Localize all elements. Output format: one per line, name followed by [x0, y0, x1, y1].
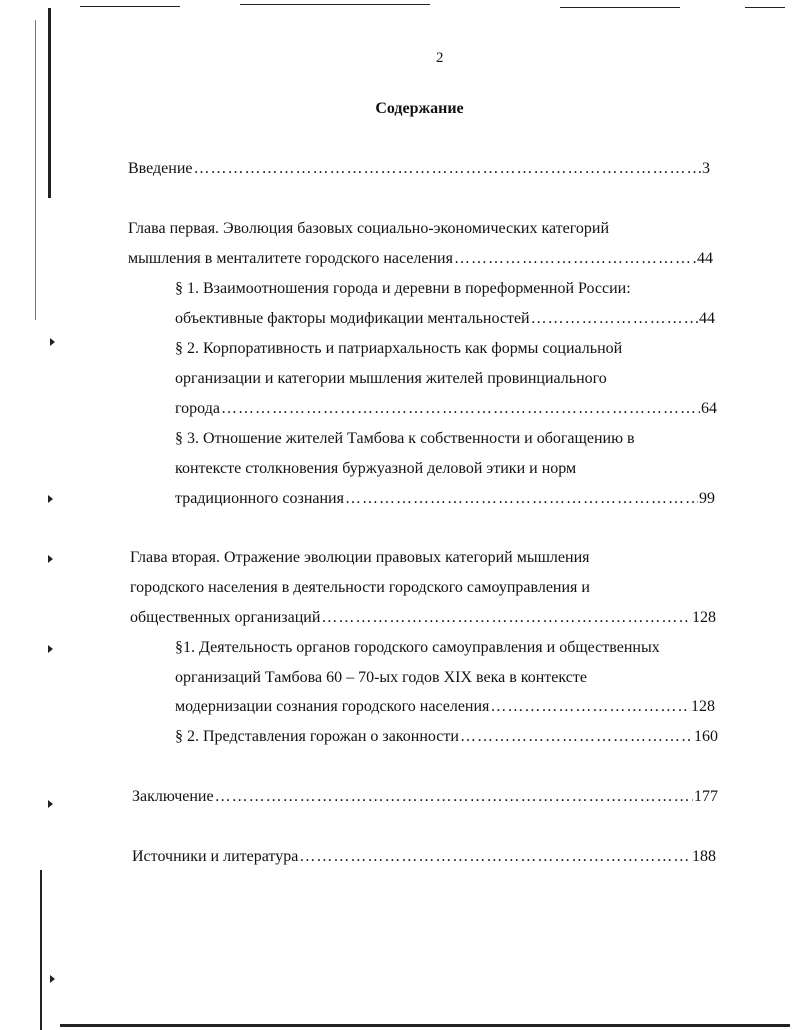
margin-mark-1 — [50, 338, 55, 346]
ch1-sec3-line2: контексте столкновения буржуазной деловой этики и норм — [175, 460, 577, 477]
dot-leader — [531, 309, 698, 329]
toc-entry-page: 128 — [691, 698, 715, 715]
margin-mark-2 — [48, 495, 53, 503]
toc-entry-page: 99 — [699, 490, 715, 507]
scan-top-rule-left — [80, 6, 180, 7]
toc-entry-page: 44 — [697, 250, 713, 267]
toc-entry-page: 128 — [692, 609, 716, 626]
toc-title: Содержание — [375, 100, 464, 117]
chapter1-heading-line1: Глава первая. Эволюция базовых социально-экономических категорий — [128, 220, 610, 237]
dot-leader — [299, 847, 691, 867]
toc-entry-ch1-sec2 — [175, 399, 717, 419]
dot-leader — [454, 249, 696, 269]
dot-leader — [460, 727, 693, 747]
toc-entry-label: общественных организаций — [130, 609, 321, 626]
toc-entry-page: 188 — [692, 848, 716, 865]
toc-entry-label: объективные факторы модификации ментальностей — [175, 310, 530, 327]
toc-entry-page: 3 — [702, 160, 710, 177]
margin-mark-5 — [48, 800, 53, 808]
ch1-sec3-line1: § 3. Отношение жителей Тамбова к собственности и обогащению в — [175, 430, 635, 447]
margin-mark-6 — [50, 975, 55, 983]
toc-entry-label: мышления в менталитете городского населения — [128, 250, 453, 267]
toc-entry-sources — [132, 847, 716, 867]
dot-leader — [345, 489, 698, 509]
toc-entry-chapter1 — [128, 249, 713, 269]
toc-entry-conclusion — [132, 787, 718, 807]
toc-entry-label: Источники и литература — [132, 848, 299, 865]
toc-entry-label: Введение — [128, 160, 193, 177]
toc-entry-label: города — [175, 400, 220, 417]
scan-left-edge-thin — [35, 20, 36, 320]
margin-mark-4 — [48, 645, 53, 653]
toc-entry-intro — [128, 159, 710, 179]
dot-leader — [321, 608, 691, 628]
toc-entry-label: Заключение — [132, 788, 214, 805]
scan-top-rule-far-right — [745, 7, 785, 8]
chapter2-heading-line2: городского населения в деятельности городского самоуправления и — [130, 579, 590, 596]
toc-entry-chapter2 — [130, 608, 716, 628]
toc-entry-page: 44 — [699, 310, 715, 327]
scan-top-rule-right — [560, 7, 680, 8]
toc-entry-page: 160 — [694, 728, 718, 745]
scan-top-rule-mid — [240, 4, 430, 5]
toc-entry-ch2-sec1 — [175, 697, 715, 717]
ch1-sec1-line1: § 1. Взаимоотношения города и деревни в пореформенной России: — [175, 280, 631, 297]
chapter2-heading-line1: Глава вторая. Отражение эволюции правовых категорий мышления — [130, 549, 590, 566]
dot-leader — [215, 787, 693, 807]
ch1-sec2-line2: организации и категории мышления жителей провинциального — [175, 370, 607, 387]
toc-entry-ch1-sec3 — [175, 489, 715, 509]
toc-entry-ch2-sec2 — [175, 727, 718, 747]
ch2-sec1-line1: §1. Деятельность органов городского самоуправления и общественных — [175, 639, 660, 656]
margin-mark-3 — [48, 555, 53, 563]
page-number: 2 — [436, 50, 444, 66]
dot-leader — [490, 697, 690, 717]
toc-entry-page: 64 — [701, 400, 717, 417]
ch2-sec1-line2: организаций Тамбова 60 – 70-ых годов XIX века в контексте — [175, 669, 587, 686]
toc-entry-label: § 2. Представления горожан о законности — [175, 728, 459, 745]
ch1-sec2-line1: § 2. Корпоративность и патриархальность как формы социальной — [175, 340, 623, 357]
scan-bottom-rule — [60, 1024, 790, 1027]
toc-entry-label: модернизации сознания городского населения — [175, 698, 490, 715]
toc-entry-ch1-sec1 — [175, 309, 715, 329]
scan-left-edge-bottom — [40, 870, 42, 1030]
toc-entry-label: традиционного сознания — [175, 490, 344, 507]
dot-leader — [194, 159, 702, 179]
dot-leader — [221, 399, 700, 419]
toc-entry-page: 177 — [694, 788, 718, 805]
